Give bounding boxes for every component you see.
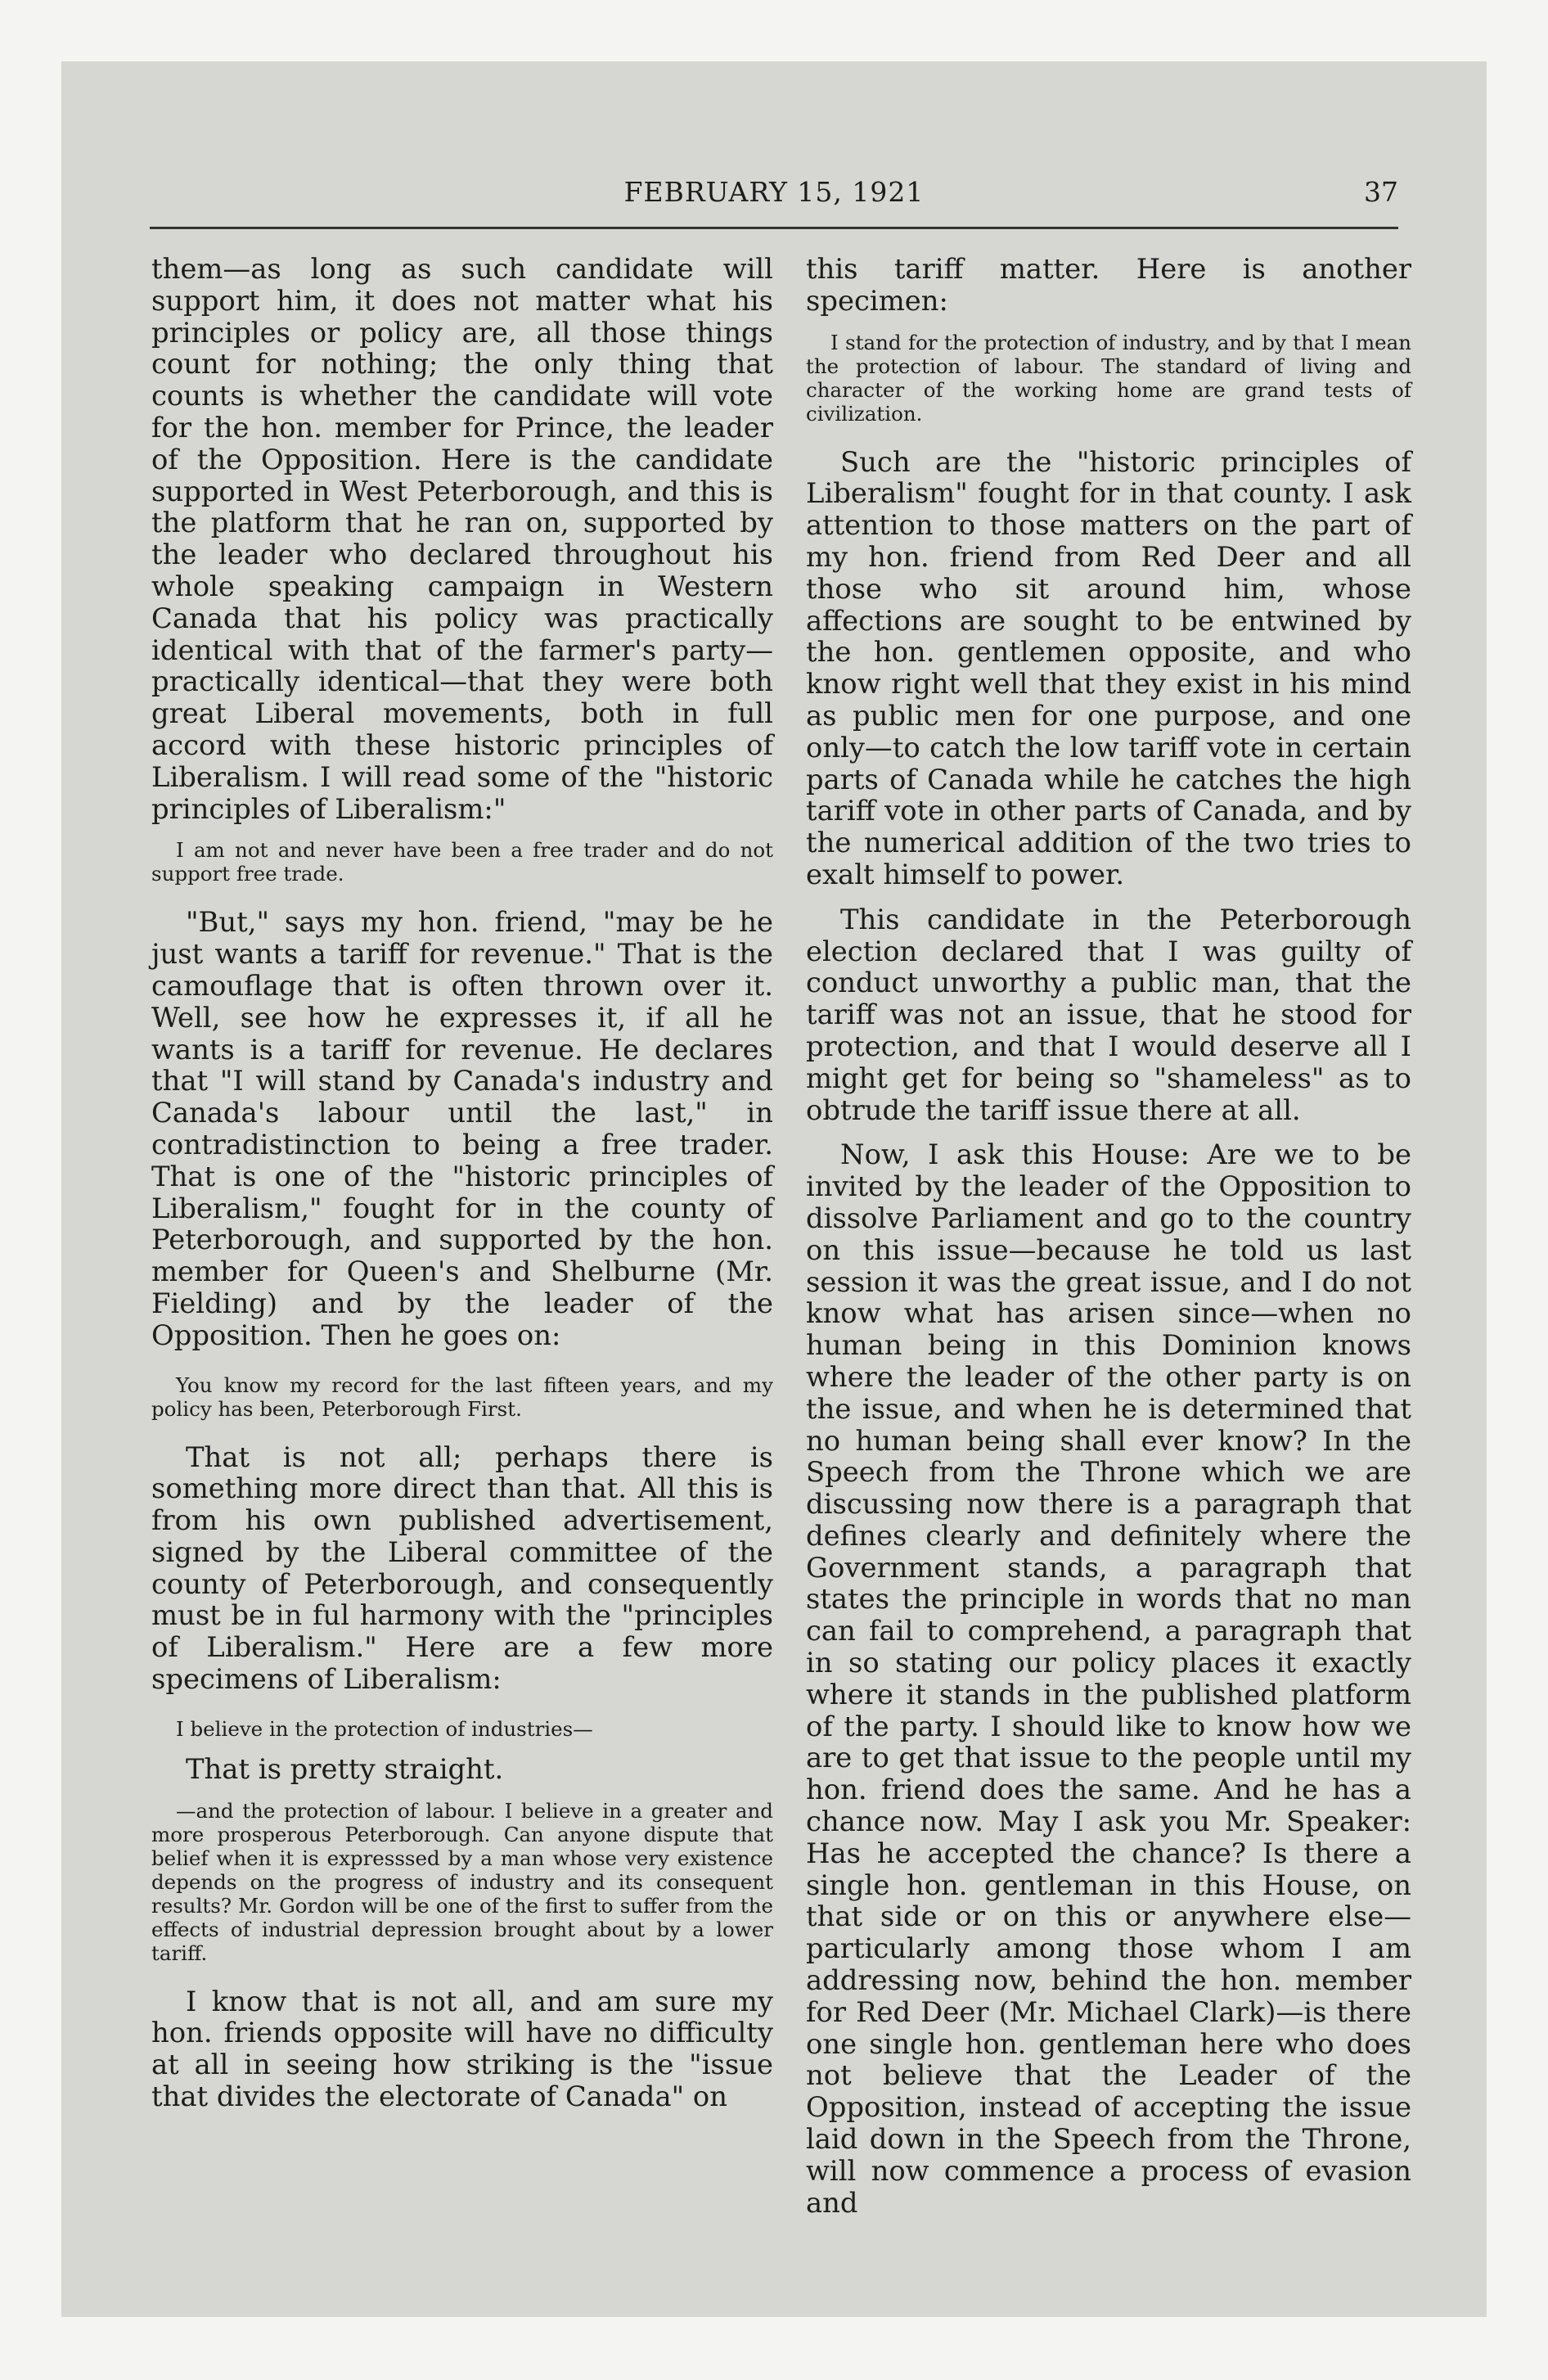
left-quote-3: I believe in the protection of industries— bbox=[176, 1716, 593, 1741]
left-column bbox=[151, 254, 773, 2113]
left-paragraph-2: "But," says my hon. friend, "may be he just wants a tariff for revenue." That is the camouflage that is often thrown over it. Well, see how he expresses it, if all he wants is a tariff for revenue. He declares that "I will stand by Canada's industry and Canada's labour until the last," in contradistinction to being a free trader. That is one of the "historic principles of Liberalism," fought for in the county of Peterborough, and supported by the hon. member for Queen's and Shelburne (Mr. Fielding) and by the leader of the Opposition. Then he goes on: bbox=[151, 906, 773, 1351]
right-quote-1: I stand for the protection of industry, and by that I mean the protection of labour. The standard of living and character of the working home are grand tests of civilization. bbox=[806, 330, 1411, 426]
right-paragraph-2: Such are the "historic principles of Liberalism" fought for in that county. I ask attention to those matters on the part of my hon. friend from Red Deer and all those who sit around him, whose affections are sought to be entwined by the hon. gentlemen opposite, and who know right well that they exist in his mind as public men for one purpose, and one only—to catch the low tariff vote in certain parts of Canada while he catches the high tariff vote in other parts of Canada, and by the numerical addition of the two tries to exalt himself to power. bbox=[806, 445, 1411, 890]
page-header bbox=[61, 176, 1487, 225]
header-rule bbox=[150, 227, 1398, 229]
left-quote-4: —and the protection of labour. I believe in a greater and more prosperous Peterborough. Can anyone dispute that belief when it is expresssed by a man whose very existence depends on the progress of industry and its consequent results? Mr. Gordon will be one of the first to suffer from the effects of industrial depression brought about by a lower tariff. bbox=[151, 1798, 773, 1965]
left-paragraph-5: I know that is not all, and am sure my hon. friends opposite will have no difficulty at all in seeing how striking is the "issue that divides the electorate of Canada" on bbox=[151, 1985, 773, 2113]
page-number: 37 bbox=[1364, 176, 1398, 208]
left-paragraph-3: That is not all; perhaps there is something more direct than that. All this is from his own published advertisement, signed by the Liberal committee of the county of Peterborough, and consequently must be in ful harmony with the "principles of Liberalism." Here are a few more specimens of Liberalism: bbox=[151, 1440, 773, 1696]
right-paragraph-4: Now, I ask this House: Are we to be invited by the leader of the Opposition to dissolve Parliament and go to the country on this issue—because he told us last session it was the great issue, and I do not know what has arisen since—when no human being in this Dominion knows where the leader of the other party is on the issue, and when he is determined that no human being shall ever know? In the Speech from the Throne which we are discussing now there is a paragraph that defines clearly and definitely where the Government stands, a paragraph that states the principle in words that no man can fail to comprehend, a paragraph that in so stating our policy places it exactly where it stands in the published platform of the party. I should like to know how we are to get that issue to the people until my hon. friend does the same. And he has a chance now. May I ask you Mr. Speaker: Has he accepted the chance? Is there a single hon. gentleman in this House, on that side or on this or anywhere else—particularly among those whom I am addressing now, behind the hon. member for Red Deer (Mr. Michael Clark)—is there one single hon. gentleman here who does not believe that the Leader of the Opposition, instead of accepting the issue laid down in the Speech from the Throne, will now commence a process of evasion and bbox=[806, 1138, 1411, 2219]
right-paragraph-1: this tariff matter. Here is another specimen: bbox=[806, 253, 1411, 317]
right-column bbox=[806, 254, 1411, 2219]
left-paragraph-1: them—as long as such candidate will support him, it does not matter what his principles or policy are, all those things count for nothing; the only thing that counts is whether the candidate will vote for the hon. member for Prince, the leader of the Opposition. Here is the candidate supported in West Peterborough, and this is the platform that he ran on, supported by the leader who declared throughout his whole speaking campaign in Western Canada that his policy was practically identical with that of the farmer's party—practically identical—that they were both great Liberal movements, both in full accord with these historic principles of Liberalism. I will read some of the "historic principles of Liberalism:" bbox=[151, 253, 773, 825]
header-date: FEBRUARY 15, 1921 bbox=[623, 176, 925, 208]
left-quote-1: I am not and never have been a free trader and do not support free trade. bbox=[151, 838, 773, 886]
right-paragraph-3: This candidate in the Peterborough election declared that I was guilty of conduct unworthy a public man, that the tariff was not an issue, that he stood for protection, and that I would deserve all I might get for being so "shameless" as to obtrude the tariff issue there at all. bbox=[806, 903, 1411, 1126]
left-quote-2: You know my record for the last fifteen years, and my policy has been, Peterborough First. bbox=[151, 1373, 773, 1421]
left-paragraph-4: That is pretty straight. bbox=[186, 1752, 504, 1785]
scanned-page bbox=[61, 61, 1487, 2317]
